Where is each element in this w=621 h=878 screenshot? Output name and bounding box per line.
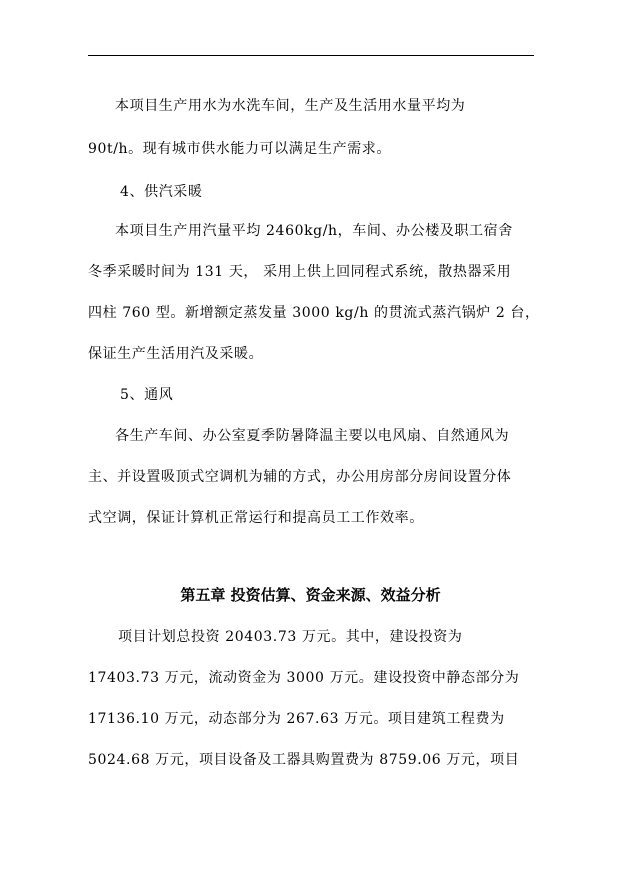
chapter-five-title: 第五章 投资估算、资金来源、效益分析 bbox=[180, 586, 441, 604]
chapter-five-paragraph-line-3: 17136.10 万元，动态部分为 267.63 万元。项目建筑工程费为 bbox=[88, 711, 505, 727]
heating-heading: 4、供汽采暖 bbox=[120, 184, 203, 200]
chapter-five-paragraph-line-4: 5024.68 万元，项目设备及工器具购置费为 8759.06 万元，项目 bbox=[88, 752, 520, 768]
heating-paragraph-line-4: 保证生产生活用汽及采暖。 bbox=[88, 346, 264, 362]
heating-paragraph-line-2: 冬季采暖时间为 131 天， 采用上供上回同程式系统，散热器采用 bbox=[88, 264, 512, 280]
ventilation-heading: 5、通风 bbox=[120, 387, 174, 403]
chapter-five-paragraph-line-1: 项目计划总投资 20403.73 万元。其中，建设投资为 bbox=[118, 629, 463, 645]
chapter-five-paragraph-line-2: 17403.73 万元，流动资金为 3000 万元。建设投资中静态部分为 bbox=[88, 670, 520, 686]
header-rule bbox=[88, 55, 534, 56]
heating-paragraph-line-3: 四柱 760 型。新增额定蒸发量 3000 kg/h 的贯流式蒸汽锅炉 2 台， bbox=[88, 305, 540, 321]
water-paragraph-line-1: 本项目生产用水为水洗车间，生产及生活用水量平均为 bbox=[115, 98, 466, 114]
ventilation-paragraph-line-3: 式空调，保证计算机正常运行和提高员工工作效率。 bbox=[88, 510, 424, 526]
ventilation-paragraph-line-2: 主、并设置吸顶式空调机为辅的方式，办公用房部分房间设置分体 bbox=[88, 469, 512, 485]
water-paragraph-line-2: 90t/h。现有城市供水能力可以满足生产需求。 bbox=[88, 141, 391, 157]
heating-paragraph-line-1: 本项目生产用汽量平均 2460kg/h，车间、办公楼及职工宿舍 bbox=[115, 223, 513, 239]
ventilation-paragraph-line-1: 各生产车间、办公室夏季防暑降温主要以电风扇、自然通风为 bbox=[115, 428, 510, 444]
